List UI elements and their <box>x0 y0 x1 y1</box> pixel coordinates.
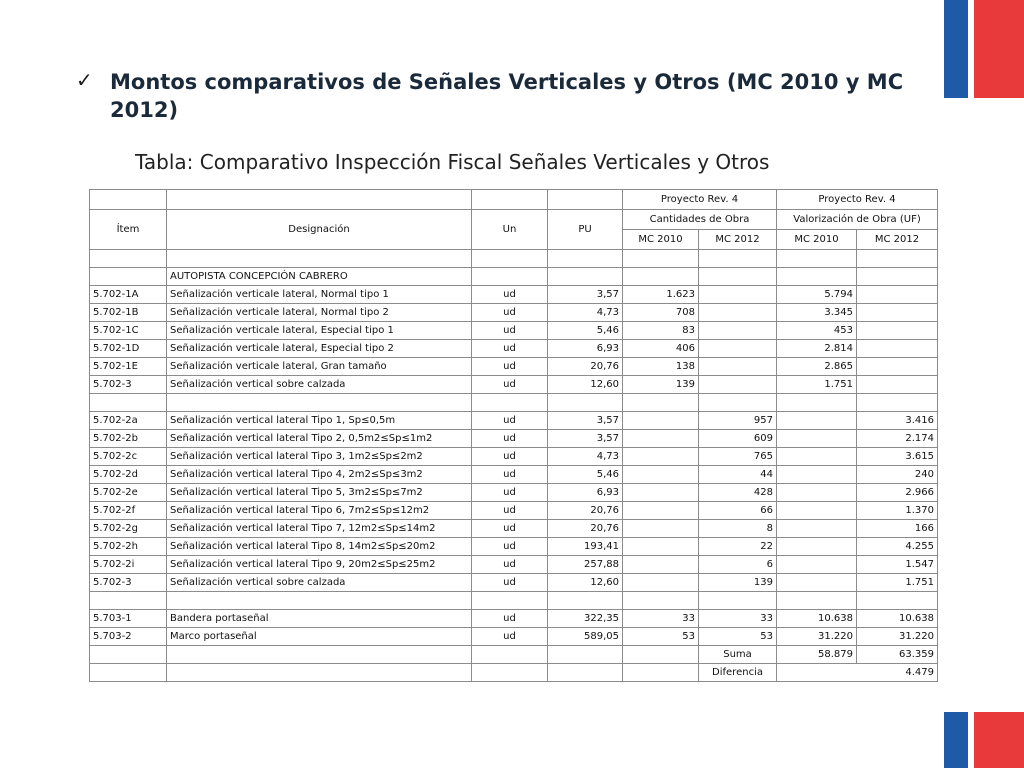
cell-item: 5.702-2c <box>90 448 167 466</box>
cell-cant-2010: 406 <box>623 340 699 358</box>
header-valorizacion: Valorización de Obra (UF) <box>777 210 938 230</box>
empty-cell <box>90 592 167 610</box>
cell-val-2012 <box>857 322 938 340</box>
cell-val-2012: 3.615 <box>857 448 938 466</box>
cell-val-2012: 166 <box>857 520 938 538</box>
cell-pu: 20,76 <box>548 502 623 520</box>
section-title-row <box>90 268 938 286</box>
cell-designacion: Señalización vertical sobre calzada <box>167 574 472 592</box>
cell-cant-2010 <box>623 484 699 502</box>
header-val-2012: MC 2012 <box>857 230 938 250</box>
cell-pu: 4,73 <box>548 304 623 322</box>
flag-blue-stripe <box>944 712 968 768</box>
proyecto-header-cantidades: Proyecto Rev. 4 <box>623 190 777 210</box>
table-row <box>90 376 938 394</box>
cell-item: 5.702-2i <box>90 556 167 574</box>
proyecto-header-valorizacion: Proyecto Rev. 4 <box>777 190 938 210</box>
cell-cant-2010: 83 <box>623 322 699 340</box>
cell-val-2010 <box>777 412 857 430</box>
cell-pu: 257,88 <box>548 556 623 574</box>
cell-val-2012: 4.255 <box>857 538 938 556</box>
cell-unit: ud <box>472 484 548 502</box>
cell-pu: 5,46 <box>548 466 623 484</box>
empty-cell <box>90 394 167 412</box>
suma-val-2012: 63.359 <box>857 646 938 664</box>
cell-val-2012: 2.966 <box>857 484 938 502</box>
cell-cant-2010 <box>623 430 699 448</box>
cell-item: 5.703-1 <box>90 610 167 628</box>
cell-val-2012 <box>857 340 938 358</box>
cell-unit: ud <box>472 358 548 376</box>
header-cantidades: Cantidades de Obra <box>623 210 777 230</box>
cell-designacion: Señalización vertical lateral Tipo 2, 0,5m2≤Sp≤1m2 <box>167 430 472 448</box>
cell-val-2010: 31.220 <box>777 628 857 646</box>
cell-pu: 3,57 <box>548 286 623 304</box>
cell-designacion: Señalización verticale lateral, Gran tamaño <box>167 358 472 376</box>
empty-cell <box>623 394 699 412</box>
cell-val-2010: 5.794 <box>777 286 857 304</box>
cell-designacion: Bandera portaseñal <box>167 610 472 628</box>
table-row <box>90 538 938 556</box>
empty-cell <box>90 664 167 682</box>
table-row <box>90 304 938 322</box>
cell-designacion: Señalización vertical lateral Tipo 3, 1m2≤Sp≤2m2 <box>167 448 472 466</box>
table-row <box>90 286 938 304</box>
cell-cant-2010: 139 <box>623 376 699 394</box>
cell-unit: ud <box>472 322 548 340</box>
cell-item: 5.702-2e <box>90 484 167 502</box>
cell-designacion: Señalización verticale lateral, Normal tipo 1 <box>167 286 472 304</box>
cell-designacion: Señalización vertical lateral Tipo 6, 7m2≤Sp≤12m2 <box>167 502 472 520</box>
cell-item: 5.702-1C <box>90 322 167 340</box>
cell-cant-2012: 33 <box>699 610 777 628</box>
empty-cell <box>623 250 699 268</box>
spacer-row <box>90 592 938 610</box>
cell-cant-2010 <box>623 466 699 484</box>
header-designacion: Designación <box>167 210 472 250</box>
cell-pu: 589,05 <box>548 628 623 646</box>
cell-cant-2010: 708 <box>623 304 699 322</box>
table-row <box>90 358 938 376</box>
cell-designacion: Señalización vertical sobre calzada <box>167 376 472 394</box>
cell-cant-2010: 33 <box>623 610 699 628</box>
cell-val-2010: 2.814 <box>777 340 857 358</box>
cell-unit: ud <box>472 412 548 430</box>
cell-pu: 12,60 <box>548 376 623 394</box>
cell-val-2010: 453 <box>777 322 857 340</box>
cell-designacion: Señalización verticale lateral, Especial tipo 2 <box>167 340 472 358</box>
cell-val-2010: 3.345 <box>777 304 857 322</box>
flag-red-stripe <box>974 712 1024 768</box>
header-pu: PU <box>548 210 623 250</box>
header-cant-2010: MC 2010 <box>623 230 699 250</box>
cell-unit: ud <box>472 574 548 592</box>
cell-pu: 12,60 <box>548 574 623 592</box>
cell-cant-2010 <box>623 502 699 520</box>
cell-pu: 4,73 <box>548 448 623 466</box>
cell-val-2012 <box>857 304 938 322</box>
cell-item: 5.703-2 <box>90 628 167 646</box>
cell-val-2012: 31.220 <box>857 628 938 646</box>
cell-cant-2012: 53 <box>699 628 777 646</box>
cell-pu: 193,41 <box>548 538 623 556</box>
empty-cell <box>857 394 938 412</box>
cell-unit: ud <box>472 376 548 394</box>
table-row <box>90 448 938 466</box>
cell-pu: 20,76 <box>548 520 623 538</box>
cell-unit: ud <box>472 520 548 538</box>
column-header-row <box>90 210 938 230</box>
empty-cell <box>699 394 777 412</box>
empty-cell <box>548 268 623 286</box>
diferencia-value: 4.479 <box>777 664 938 682</box>
table-row <box>90 430 938 448</box>
cell-designacion: Marco portaseñal <box>167 628 472 646</box>
empty-cell <box>548 394 623 412</box>
flag-blue-stripe <box>944 0 968 98</box>
empty-cell <box>167 664 472 682</box>
cell-cant-2012 <box>699 304 777 322</box>
flag-red-stripe <box>974 0 1024 98</box>
empty-cell <box>472 664 548 682</box>
cell-unit: ud <box>472 610 548 628</box>
empty-cell <box>548 646 623 664</box>
table-row <box>90 556 938 574</box>
empty-cell <box>777 394 857 412</box>
cell-item: 5.702-1D <box>90 340 167 358</box>
table-row <box>90 610 938 628</box>
cell-cant-2012: 44 <box>699 466 777 484</box>
empty-cell <box>472 646 548 664</box>
cell-designacion: Señalización verticale lateral, Normal tipo 2 <box>167 304 472 322</box>
table-row <box>90 322 938 340</box>
cell-pu: 322,35 <box>548 610 623 628</box>
cell-unit: ud <box>472 556 548 574</box>
table-row <box>90 628 938 646</box>
empty-cell <box>777 268 857 286</box>
cell-designacion: Señalización vertical lateral Tipo 1, Sp≤0,5m <box>167 412 472 430</box>
cell-item: 5.702-1A <box>90 286 167 304</box>
cell-cant-2012 <box>699 322 777 340</box>
cell-item: 5.702-2h <box>90 538 167 556</box>
cell-pu: 6,93 <box>548 484 623 502</box>
empty-cell <box>857 592 938 610</box>
cell-pu: 20,76 <box>548 358 623 376</box>
cell-cant-2010 <box>623 448 699 466</box>
cell-val-2010 <box>777 430 857 448</box>
cell-val-2010 <box>777 556 857 574</box>
slide-heading <box>76 68 936 124</box>
suma-label: Suma <box>699 646 777 664</box>
cell-unit: ud <box>472 304 548 322</box>
cell-val-2012 <box>857 286 938 304</box>
cell-val-2012: 1.370 <box>857 502 938 520</box>
cell-designacion: Señalización vertical lateral Tipo 4, 2m2≤Sp≤3m2 <box>167 466 472 484</box>
cell-cant-2010 <box>623 574 699 592</box>
empty-cell <box>548 250 623 268</box>
empty-cell <box>548 664 623 682</box>
cell-unit: ud <box>472 286 548 304</box>
cell-val-2010 <box>777 466 857 484</box>
cell-val-2010 <box>777 574 857 592</box>
spacer-row <box>90 250 938 268</box>
cell-val-2012: 240 <box>857 466 938 484</box>
empty-cell <box>167 250 472 268</box>
cell-cant-2010 <box>623 412 699 430</box>
cell-val-2012: 3.416 <box>857 412 938 430</box>
cell-cant-2012: 765 <box>699 448 777 466</box>
cell-val-2010 <box>777 502 857 520</box>
empty-cell <box>699 592 777 610</box>
empty-cell <box>90 250 167 268</box>
cell-cant-2010 <box>623 556 699 574</box>
cell-val-2010: 1.751 <box>777 376 857 394</box>
empty-cell <box>623 268 699 286</box>
cell-designacion: Señalización vertical lateral Tipo 8, 14m2≤Sp≤20m2 <box>167 538 472 556</box>
cell-cant-2012: 22 <box>699 538 777 556</box>
flag-decoration-top <box>944 0 1024 98</box>
empty-cell <box>623 646 699 664</box>
cell-cant-2012: 8 <box>699 520 777 538</box>
cell-cant-2010: 53 <box>623 628 699 646</box>
cell-val-2010 <box>777 484 857 502</box>
table-row <box>90 502 938 520</box>
comparison-table-container <box>89 189 938 682</box>
cell-item: 5.702-2a <box>90 412 167 430</box>
section-title: AUTOPISTA CONCEPCIÓN CABRERO <box>167 268 472 286</box>
empty-cell <box>699 250 777 268</box>
cell-item: 5.702-1E <box>90 358 167 376</box>
empty-cell <box>623 664 699 682</box>
empty-cell <box>167 394 472 412</box>
cell-item: 5.702-1B <box>90 304 167 322</box>
cell-cant-2012 <box>699 358 777 376</box>
empty-cell <box>472 268 548 286</box>
cell-cant-2012: 428 <box>699 484 777 502</box>
cell-cant-2012: 66 <box>699 502 777 520</box>
cell-cant-2010 <box>623 538 699 556</box>
table-row <box>90 466 938 484</box>
cell-item: 5.702-2d <box>90 466 167 484</box>
empty-cell <box>90 646 167 664</box>
empty-cell <box>857 268 938 286</box>
cell-cant-2010 <box>623 520 699 538</box>
table-row <box>90 484 938 502</box>
empty-cell <box>857 250 938 268</box>
flag-decoration-bottom <box>944 712 1024 768</box>
cell-unit: ud <box>472 466 548 484</box>
empty-cell <box>699 268 777 286</box>
cell-unit: ud <box>472 502 548 520</box>
suma-val-2010: 58.879 <box>777 646 857 664</box>
cell-cant-2012: 957 <box>699 412 777 430</box>
empty-cell <box>90 268 167 286</box>
cell-val-2010: 2.865 <box>777 358 857 376</box>
cell-designacion: Señalización verticale lateral, Especial tipo 1 <box>167 322 472 340</box>
cell-val-2012: 1.547 <box>857 556 938 574</box>
cell-cant-2012: 6 <box>699 556 777 574</box>
cell-item: 5.702-2f <box>90 502 167 520</box>
cell-designacion: Señalización vertical lateral Tipo 9, 20m2≤Sp≤25m2 <box>167 556 472 574</box>
empty-cell <box>472 592 548 610</box>
table-row <box>90 412 938 430</box>
empty-cell <box>548 592 623 610</box>
empty-cell <box>472 394 548 412</box>
cell-item: 5.702-3 <box>90 574 167 592</box>
header-item: Ítem <box>90 210 167 250</box>
cell-cant-2012 <box>699 376 777 394</box>
cell-val-2012: 2.174 <box>857 430 938 448</box>
empty-cell <box>167 592 472 610</box>
cell-unit: ud <box>472 340 548 358</box>
comparison-table <box>89 189 938 682</box>
cell-cant-2012: 139 <box>699 574 777 592</box>
cell-cant-2010: 138 <box>623 358 699 376</box>
cell-cant-2012 <box>699 286 777 304</box>
cell-cant-2012: 609 <box>699 430 777 448</box>
cell-item: 5.702-3 <box>90 376 167 394</box>
cell-val-2010: 10.638 <box>777 610 857 628</box>
cell-val-2010 <box>777 448 857 466</box>
cell-unit: ud <box>472 448 548 466</box>
checkmark-icon: ✓ <box>76 68 93 92</box>
cell-item: 5.702-2b <box>90 430 167 448</box>
cell-val-2010 <box>777 520 857 538</box>
group-header-row <box>90 190 938 210</box>
header-cant-2012: MC 2012 <box>699 230 777 250</box>
table-row <box>90 574 938 592</box>
cell-val-2010 <box>777 538 857 556</box>
cell-val-2012: 1.751 <box>857 574 938 592</box>
cell-designacion: Señalización vertical lateral Tipo 5, 3m2≤Sp≤7m2 <box>167 484 472 502</box>
header-un: Un <box>472 210 548 250</box>
header-val-2010: MC 2010 <box>777 230 857 250</box>
cell-designacion: Señalización vertical lateral Tipo 7, 12m2≤Sp≤14m2 <box>167 520 472 538</box>
cell-cant-2012 <box>699 340 777 358</box>
table-row <box>90 520 938 538</box>
diferencia-label: Diferencia <box>699 664 777 682</box>
cell-unit: ud <box>472 628 548 646</box>
cell-unit: ud <box>472 538 548 556</box>
empty-cell <box>777 592 857 610</box>
empty-cell <box>623 592 699 610</box>
slide-title: Montos comparativos de Señales Verticales y Otros (MC 2010 y MC 2012) <box>110 70 904 122</box>
empty-cell <box>167 646 472 664</box>
empty-cell <box>472 250 548 268</box>
cell-pu: 3,57 <box>548 412 623 430</box>
cell-val-2012 <box>857 376 938 394</box>
suma-row <box>90 646 938 664</box>
cell-val-2012: 10.638 <box>857 610 938 628</box>
cell-unit: ud <box>472 430 548 448</box>
diferencia-row <box>90 664 938 682</box>
table-row <box>90 340 938 358</box>
spacer-row <box>90 394 938 412</box>
cell-pu: 3,57 <box>548 430 623 448</box>
table-caption: Tabla: Comparativo Inspección Fiscal Señales Verticales y Otros <box>135 150 770 174</box>
cell-cant-2010: 1.623 <box>623 286 699 304</box>
empty-cell <box>777 250 857 268</box>
cell-val-2012 <box>857 358 938 376</box>
cell-pu: 6,93 <box>548 340 623 358</box>
cell-item: 5.702-2g <box>90 520 167 538</box>
cell-pu: 5,46 <box>548 322 623 340</box>
